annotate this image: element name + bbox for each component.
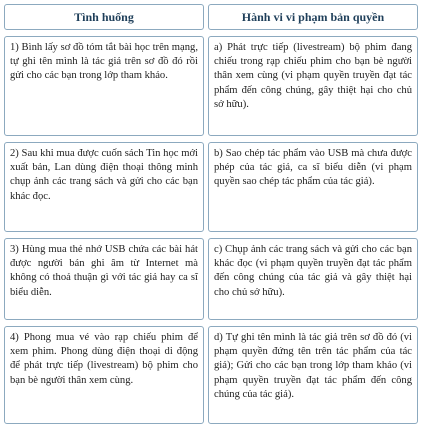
situation-1: 1) Bình lấy sơ đồ tóm tắt bài học trên mạng, tự ghi tên mình là tác giả trên sơ đồ đó rồi gửi cho các bạn trong lớp tham khảo. <box>4 36 204 136</box>
violations-column <box>208 4 418 424</box>
violation-d: d) Tự ghi tên mình là tác giả trên sơ đồ đó (vi phạm quyền đứng tên trên tác phẩm của tác giả); Gửi cho các bạn trong lớp tham khảo (vi phạm quyền truyền đạt tác phẩm đến công chúng của tác giả). <box>208 326 418 424</box>
violation-a: a) Phát trực tiếp (livestream) bộ phim đang chiếu trong rạp chiếu phim cho bạn bè người thân xem cùng (vi phạm quyền truyền đạt tác phẩm đến công chúng, gây thiệt hại cho chủ sở hữu). <box>208 36 418 136</box>
situations-column <box>4 4 204 424</box>
situation-3: 3) Hùng mua thẻ nhớ USB chứa các bài hát được người bán ghi âm từ Internet mà không có thoả thuận gì với tác giả hay ca sĩ biểu diễn. <box>4 238 204 320</box>
situation-4: 4) Phong mua vé vào rạp chiếu phim để xem phim. Phong dùng điện thoại di động để phát trực tiếp (livestream) bộ phim cho bạn bè người thân xem cùng. <box>4 326 204 424</box>
violation-c: c) Chụp ảnh các trang sách và gửi cho các bạn khác đọc (vi phạm quyền truyền đạt tác phẩm đến công chúng của tác giả và gây thiệt hại cho chủ sở hữu). <box>208 238 418 320</box>
situation-2: 2) Sau khi mua được cuốn sách Tin học mới xuất bản, Lan dùng điện thoại thông minh chụp ảnh các trang sách và gửi cho các bạn khác đọc. <box>4 142 204 232</box>
situations-header: Tình huống <box>4 4 204 30</box>
violations-header: Hành vi vi phạm bản quyền <box>208 4 418 30</box>
violation-b: b) Sao chép tác phẩm vào USB mà chưa được phép của tác giả, ca sĩ biểu diễn (vi phạm quyền sao chép tác phẩm của tác giả). <box>208 142 418 232</box>
